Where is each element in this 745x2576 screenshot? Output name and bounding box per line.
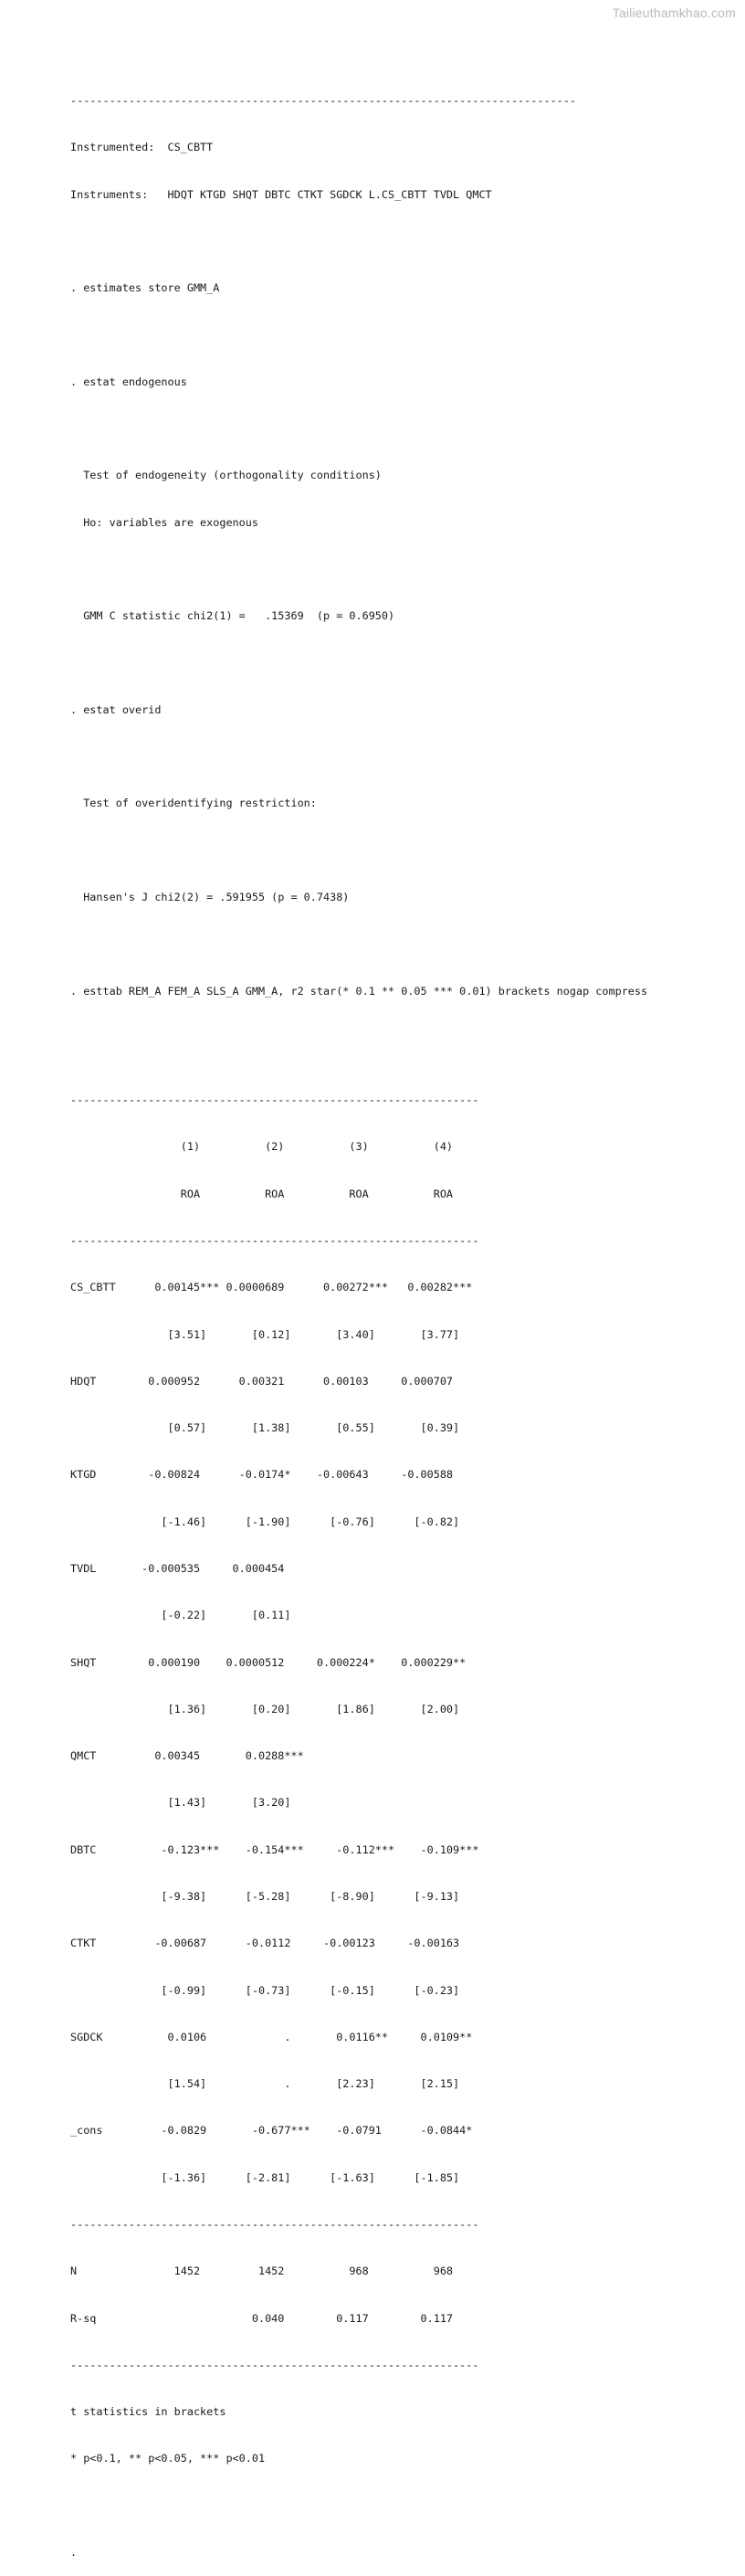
table-row: [1.36] [0.20] [1.86] [2.00]: [70, 1702, 460, 1716]
stata-results-log: [70, 62, 647, 2576]
endogeneity-hypothesis: Ho: variables are exogenous: [70, 515, 258, 529]
table-separator-header: ---------------------------------------------------------------: [70, 1234, 479, 1248]
table-row: KTGD -0.00824 -0.0174* -0.00643 -0.00588: [70, 1468, 454, 1482]
watermark: Tailieuthamkhao.com: [612, 5, 736, 20]
table-row-n: N 1452 1452 968 968: [70, 2265, 454, 2278]
blank-line: [70, 843, 647, 859]
blank-line: [70, 234, 647, 249]
blank-line: [70, 936, 647, 952]
blank-line: [70, 421, 647, 437]
table-row: CS_CBTT 0.00145*** 0.0000689 0.00272*** 0.00282***: [70, 1281, 473, 1294]
table-header-model-numbers: (1) (2) (3) (4): [70, 1140, 454, 1154]
table-row: [-1.36] [-2.81] [-1.63] [-1.85]: [70, 2170, 460, 2184]
blank-line: [70, 749, 647, 765]
instruments-line: Instruments: HDQT KTGD SHQT DBTC CTKT SGDCK L.CS_CBTT TVDL QMCT: [70, 187, 492, 201]
footnote-significance: * p<0.1, ** p<0.05, *** p<0.01: [70, 2452, 266, 2465]
table-row: [1.54] . [2.23] [2.15]: [70, 2077, 460, 2091]
instrumented-line: Instrumented: CS_CBTT: [70, 141, 214, 154]
hansen-j-statistic: Hansen's J chi2(2) = .591955 (p = 0.7438): [70, 890, 350, 903]
table-row: [-9.38] [-5.28] [-8.90] [-9.13]: [70, 1889, 460, 1903]
table-row: [0.57] [1.38] [0.55] [0.39]: [70, 1421, 460, 1435]
command-prompt[interactable]: .: [70, 2545, 78, 2559]
command-estimates-store: . estimates store GMM_A: [70, 281, 220, 295]
command-estat-endogenous: . estat endogenous: [70, 375, 187, 388]
table-row-r-squared: R-sq 0.040 0.117 0.117: [70, 2311, 454, 2325]
command-esttab: . esttab REM_A FEM_A SLS_A GMM_A, r2 star(* 0.1 ** 0.05 *** 0.01) brackets nogap compress: [70, 984, 648, 998]
blank-line: [70, 1030, 647, 1046]
table-row: HDQT 0.000952 0.00321 0.00103 0.000707: [70, 1374, 454, 1388]
table-separator-bottom: ---------------------------------------------------------------: [70, 2358, 479, 2371]
table-row: [-1.46] [-1.90] [-0.76] [-0.82]: [70, 1515, 460, 1528]
table-row: _cons -0.0829 -0.677*** -0.0791 -0.0844*: [70, 2124, 473, 2138]
table-row: TVDL -0.000535 0.000454: [70, 1562, 285, 1575]
command-estat-overid: . estat overid: [70, 702, 162, 716]
table-row: [3.51] [0.12] [3.40] [3.77]: [70, 1327, 460, 1341]
gmm-c-statistic: GMM C statistic chi2(1) = .15369 (p = 0.6950): [70, 609, 395, 623]
table-row: [1.43] [3.20]: [70, 1796, 291, 1810]
blank-line: [70, 562, 647, 577]
table-header-dependent-var: ROA ROA ROA ROA: [70, 1187, 454, 1200]
endogeneity-test-title: Test of endogeneity (orthogonality conditions): [70, 469, 382, 482]
blank-line: [70, 328, 647, 343]
table-row: SHQT 0.000190 0.0000512 0.000224* 0.000229**: [70, 1655, 467, 1669]
table-row: SGDCK 0.0106 . 0.0116** 0.0109**: [70, 2030, 473, 2043]
table-row: CTKT -0.00687 -0.0112 -0.00123 -0.00163: [70, 1937, 460, 1950]
table-row: QMCT 0.00345 0.0288***: [70, 1749, 304, 1763]
blank-line: [70, 656, 647, 671]
blank-line: [70, 2498, 647, 2514]
footnote-t-statistics: t statistics in brackets: [70, 2405, 226, 2419]
table-separator-top: ---------------------------------------------------------------: [70, 1093, 479, 1107]
table-separator-stats: ---------------------------------------------------------------: [70, 2217, 479, 2231]
separator-line: ------------------------------------------------------------------------------: [70, 94, 576, 108]
table-row: [-0.99] [-0.73] [-0.15] [-0.23]: [70, 1983, 460, 1997]
table-row: [-0.22] [0.11]: [70, 1609, 291, 1622]
overid-test-title: Test of overidentifying restriction:: [70, 797, 317, 810]
table-row: DBTC -0.123*** -0.154*** -0.112*** -0.109***: [70, 1842, 479, 1856]
